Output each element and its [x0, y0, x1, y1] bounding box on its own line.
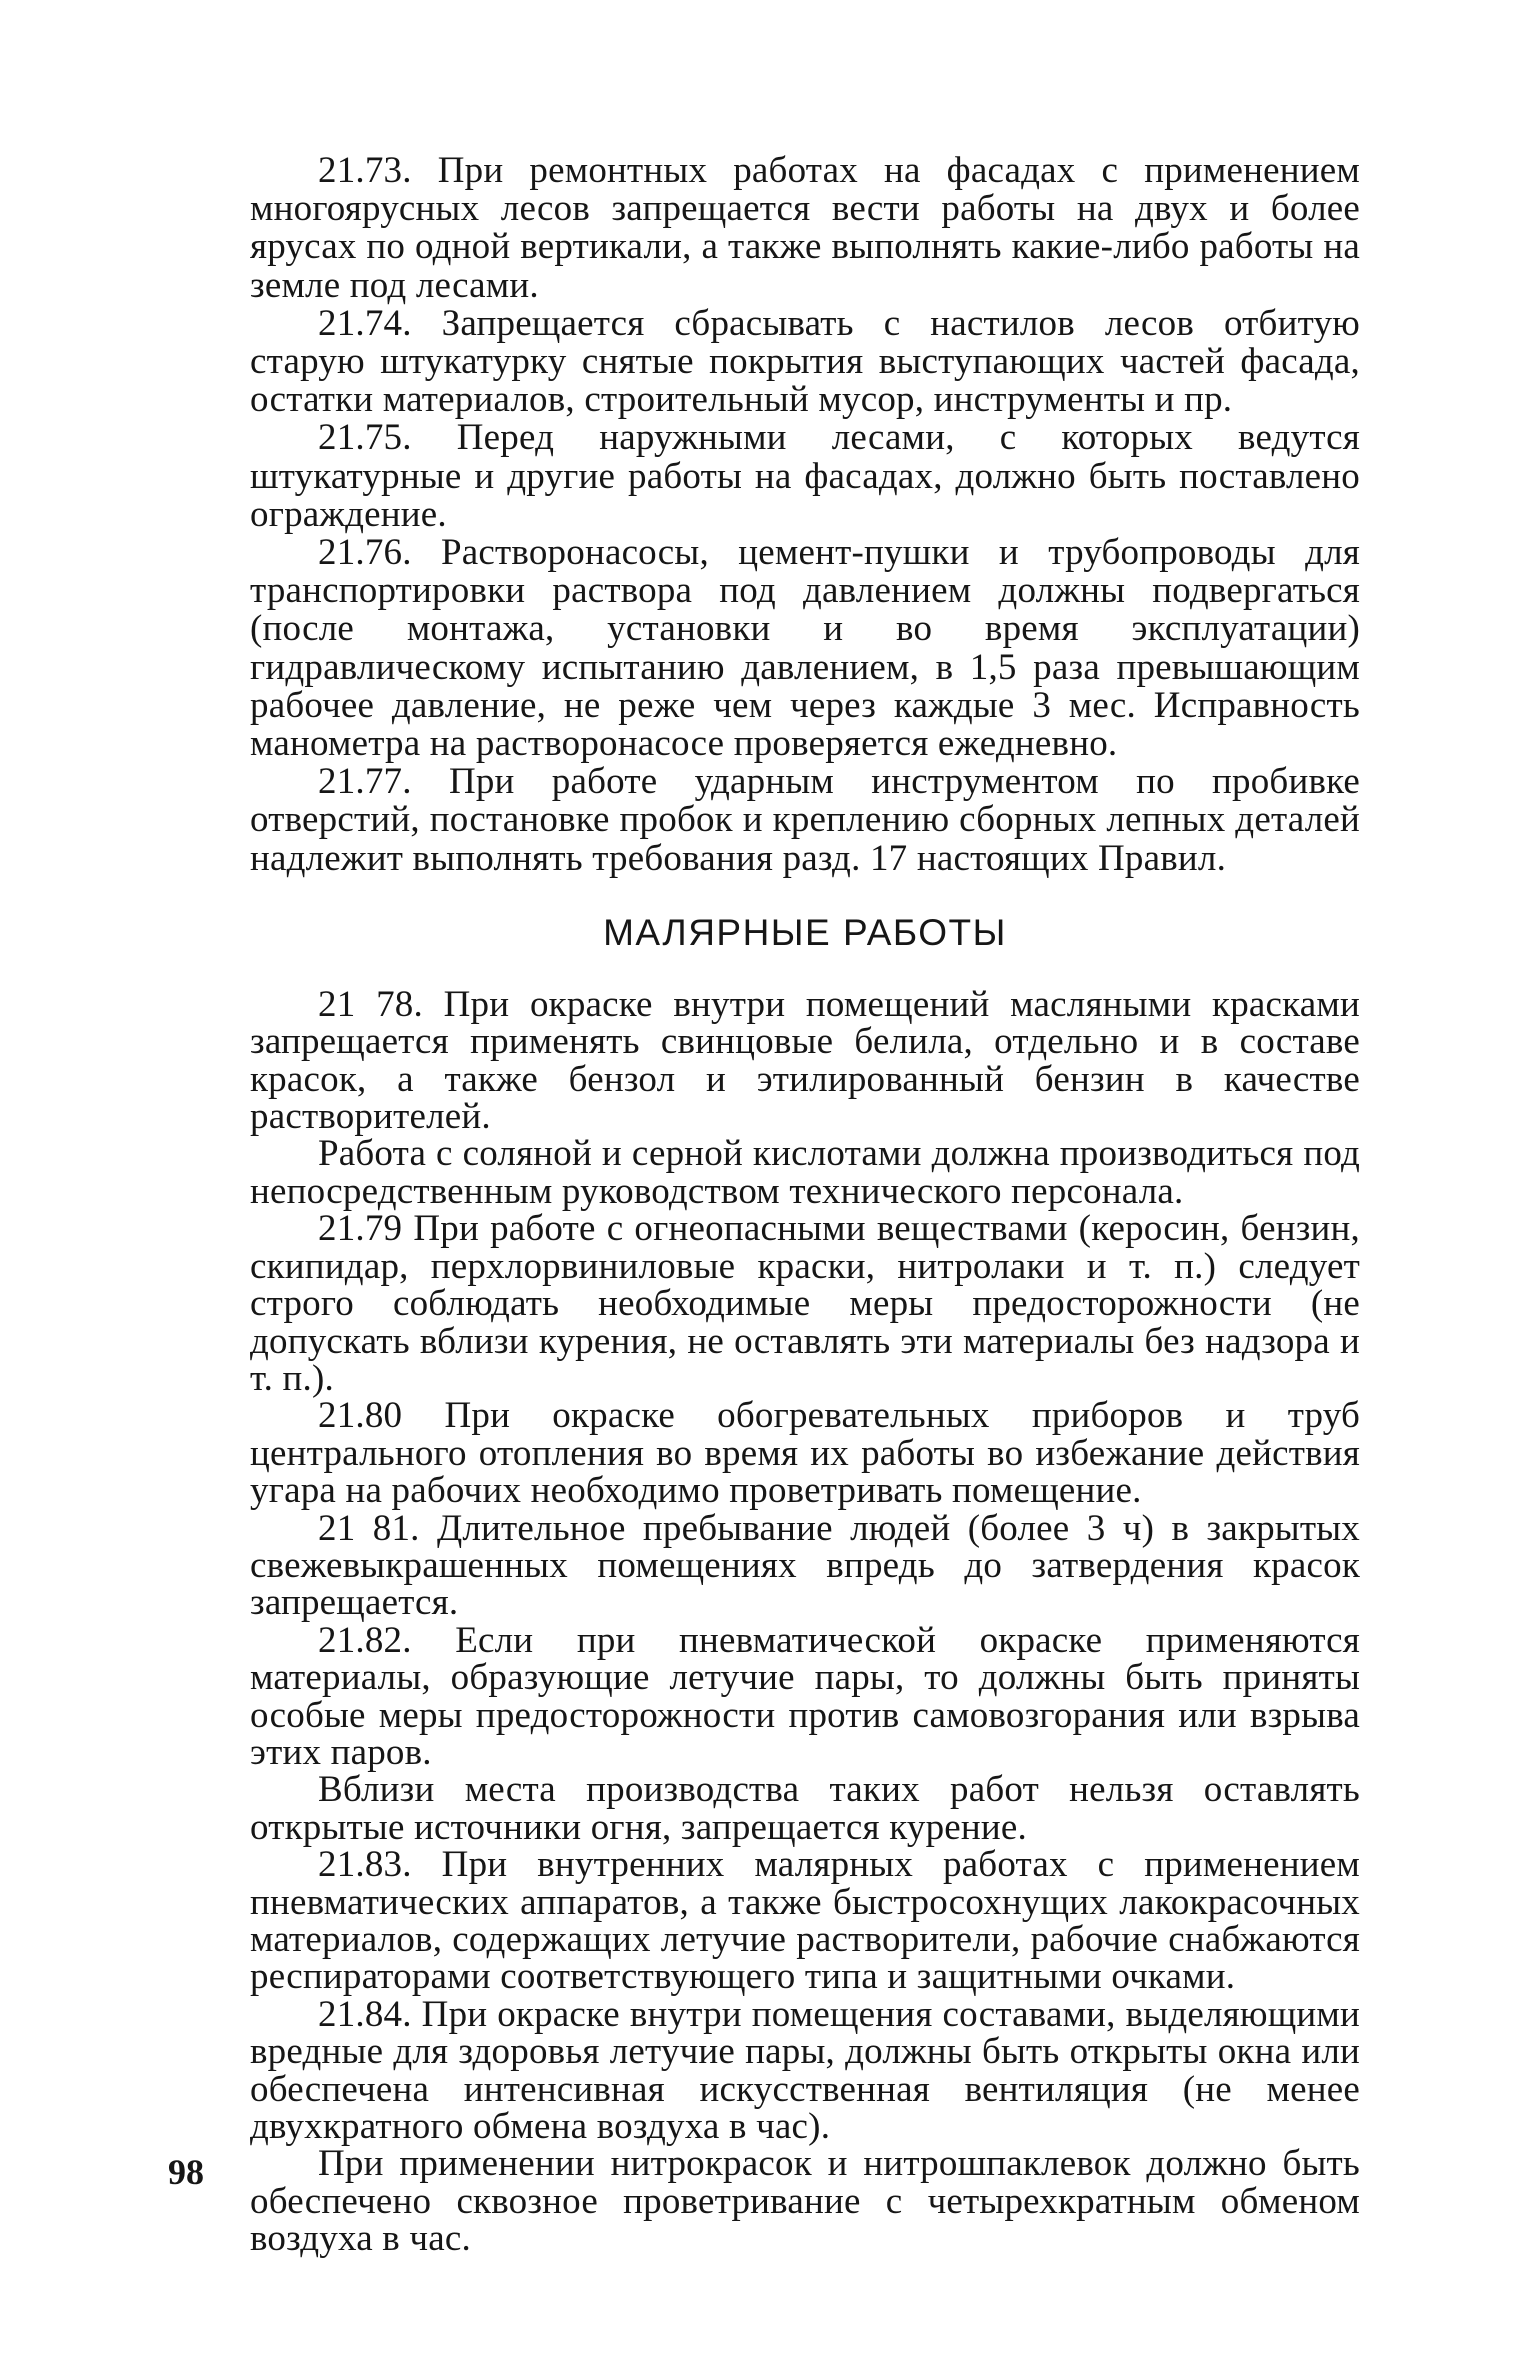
page-number: 98	[168, 2152, 204, 2192]
paragraph-21-77: 21.77. При работе ударным инструментом по пробивке отверстий, постановке пробок и креплению сборных лепных деталей надлежит выполнять требования разд. 17 настоящих Правил.	[250, 761, 1360, 879]
paragraph-21-74: 21.74. Запрещается сбрасывать с настилов лесов отбитую старую штукатурку снятые покрытия выступающих частей фасада, остатки материалов, строительный мусор, инструменты и пр.	[250, 302, 1360, 421]
paragraph-21-73: 21.73. При ремонтных работах на фасадах с применением многоярусных лесов запрещается вести работы на двух и более ярусах по одной вертикали, а также выполнять какие-либо работы на земле под лесами.	[250, 150, 1360, 306]
paragraph-21-75: 21.75. Перед наружными лесами, с которых ведутся штукатурные и другие работы на фасадах, должно быть поставлено ограждение.	[250, 417, 1360, 535]
paragraph-21-76: 21.76. Растворонасосы, цемент-пушки и трубопроводы для транспортировки раствора под давлением должны подвергаться (после монтажа, установки и во время эксплуатации) гидравлическому испытанию давлением, в 1,5 раза превышающим рабочее давление, не реже чем через каждые 3 мес. Исправность манометра на растворонасосе проверяется ежедневно.	[250, 532, 1360, 765]
paragraph-21-81: 21 81. Длительное пребывание людей (более 3 ч) в закрытых свежевыкрашенных помещениях впредь до затвердения красок запрещается.	[250, 1507, 1360, 1624]
paragraph-acids: Работа с соляной и серной кислотами должна производиться под непосредственным руководством технического персонала.	[250, 1133, 1360, 1212]
paragraph-21-82: 21.82. Если при пневматической окраске применяются материалы, образующие летучие пары, то должны быть приняты особые меры предосторожности против самовозгорания или взрыва этих паров.	[250, 1619, 1360, 1773]
paragraph-open-fire: Вблизи места производства таких работ нельзя оставлять открытые источники огня, запрещается курение.	[250, 1769, 1360, 1848]
paragraph-nitro-paints: При применении нитрокрасок и нитрошпаклевок должно быть обеспечено сквозное проветривание с четырехкратным обменом воздуха в час.	[250, 2143, 1360, 2260]
paragraph-21-83: 21.83. При внутренних малярных работах с применением пневматических аппаратов, а также быстросохнущих лакокрасочных материалов, содержащих летучие растворители, рабочие снабжаются респираторами соответствующего типа и защитными очками.	[250, 1844, 1360, 1998]
paragraph-21-80: 21.80 При окраске обогревательных приборов и труб центрального отопления во время их работы во избежание действия угара на рабочих необходимо проветривать помещение.	[250, 1395, 1360, 1512]
paragraph-21-84: 21.84. При окраске внутри помещения составами, выделяющими вредные для здоровья летучие пары, должны быть открыты окна или обеспечена интенсивная искусственная вентиляция (не менее двухкратного обмена воздуха в час).	[250, 1993, 1360, 2148]
page-body	[250, 152, 1360, 2258]
paragraph-21-78: 21 78. При окраске внутри помещений масляными красками запрещается применять свинцовые белила, отдельно и в составе красок, а также бензол и этилированный бензин в качестве растворителей.	[250, 983, 1360, 1138]
section-heading: МАЛЯРНЫЕ РАБОТЫ	[603, 911, 1007, 953]
paragraph-21-79: 21.79 При работе с огнеопасными веществами (керосин, бензин, скипидар, перхлорвиниловые краски, нитролаки и т. п.) следует строго соблюдать необходимые меры предосторожности (не допускать вблизи курения, не оставлять эти материалы без надзора и т. п.).	[250, 1208, 1360, 1399]
